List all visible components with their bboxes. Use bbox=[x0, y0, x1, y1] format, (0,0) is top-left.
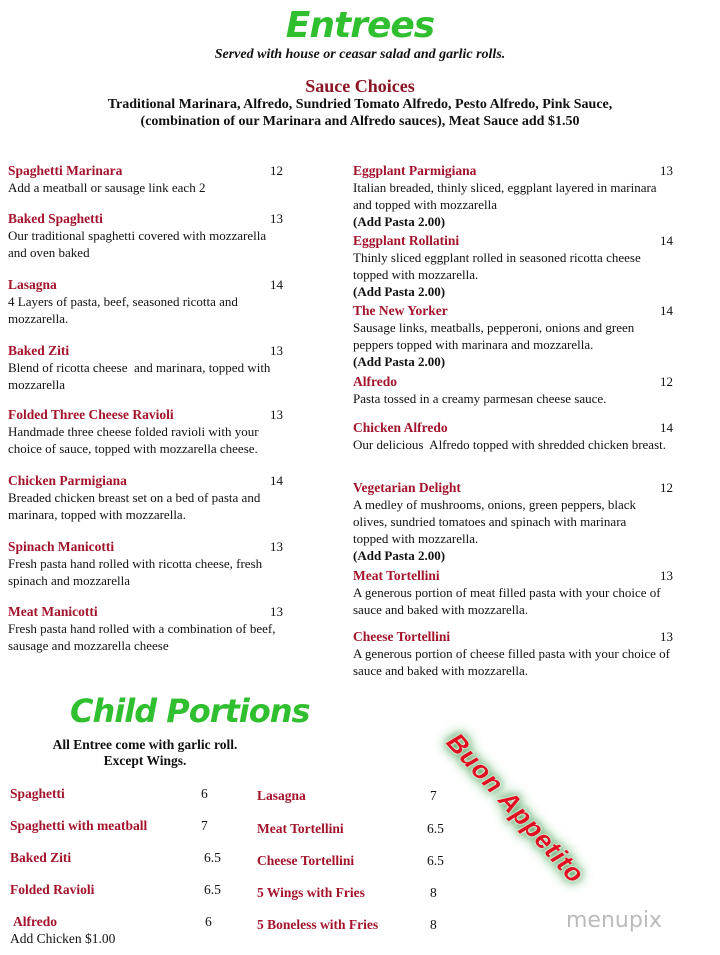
item-price: 13 bbox=[660, 568, 673, 583]
menu-item bbox=[353, 567, 713, 618]
item-extra: (Add Pasta 2.00) bbox=[353, 284, 446, 299]
item-description: A generous portion of cheese filled pasta with your choice of sauce and baked with mozzarella. bbox=[353, 646, 670, 678]
item-name: Alfredo bbox=[353, 374, 397, 389]
item-description: Handmade three cheese folded ravioli with your choice of sauce, topped with mozzarella cheese. bbox=[8, 424, 259, 456]
entrees-title: Entrees bbox=[285, 5, 435, 46]
item-price: 13 bbox=[660, 629, 673, 644]
child-item-price: 7 bbox=[201, 818, 208, 833]
item-price: 14 bbox=[660, 303, 673, 318]
item-description: Fresh pasta hand rolled with a combination of beef, sausage and mozzarella cheese bbox=[8, 621, 276, 653]
child-item-price: 6.5 bbox=[204, 882, 221, 897]
buon-appetito-logo: Buon Appetito bbox=[440, 726, 592, 890]
item-name: Baked Ziti bbox=[8, 343, 70, 358]
child-item-price: 6.5 bbox=[427, 853, 444, 868]
item-name: Eggplant Rollatini bbox=[353, 233, 460, 248]
child-item-name: Alfredo bbox=[13, 914, 57, 929]
child-item-name: Cheese Tortellini bbox=[257, 853, 355, 868]
sauce-title: Sauce Choices bbox=[305, 76, 415, 96]
menu-item bbox=[353, 302, 713, 370]
item-name: Eggplant Parmigiana bbox=[353, 163, 477, 178]
item-name: Chicken Alfredo bbox=[353, 420, 448, 435]
child-item-name: Folded Ravioli bbox=[10, 882, 95, 897]
child-item-price: 6.5 bbox=[427, 821, 444, 836]
item-name: Folded Three Cheese Ravioli bbox=[8, 407, 174, 422]
watermark: menupix bbox=[566, 908, 662, 933]
item-price: 13 bbox=[270, 604, 283, 619]
item-description: Our traditional spaghetti covered with mozzarella and oven baked bbox=[8, 228, 267, 260]
item-name: Spaghetti Marinara bbox=[8, 163, 123, 178]
child-item-name: 5 Wings with Fries bbox=[257, 885, 365, 900]
item-description: Add a meatball or sausage link each 2 bbox=[8, 180, 206, 195]
menu-item bbox=[353, 628, 713, 679]
item-description: Breaded chicken breast set on a bed of pasta and marinara, topped with mozzarella. bbox=[8, 490, 261, 522]
child-item-name: Spaghetti bbox=[10, 786, 65, 801]
menu-item bbox=[353, 232, 713, 300]
item-name: The New Yorker bbox=[353, 303, 448, 318]
child-portions-title: Child Portions bbox=[70, 692, 310, 730]
child-item-price: 8 bbox=[430, 885, 437, 900]
child-item-price: 6 bbox=[201, 786, 208, 801]
item-price: 14 bbox=[660, 420, 673, 435]
item-name: Spinach Manicotti bbox=[8, 539, 115, 554]
item-description: Blend of ricotta cheese and marinara, topped with mozzarella bbox=[8, 360, 271, 392]
child-item-name: Meat Tortellini bbox=[257, 821, 344, 836]
item-description: Pasta tossed in a creamy parmesan cheese sauce. bbox=[353, 391, 607, 406]
item-description: Thinly sliced eggplant rolled in seasoned ricotta cheese topped with mozzarella. bbox=[353, 250, 641, 282]
sauce-line-2: (combination of our Marinara and Alfredo sauces), Meat Sauce add $1.50 bbox=[140, 114, 580, 129]
item-price: 12 bbox=[270, 163, 283, 178]
item-description: Sausage links, meatballs, pepperoni, onions and green peppers topped with marinara and mozzarella. bbox=[353, 320, 635, 352]
menu-item bbox=[8, 603, 368, 654]
menu-item bbox=[353, 419, 713, 453]
menu-item bbox=[8, 406, 368, 457]
item-extra: (Add Pasta 2.00) bbox=[353, 214, 446, 229]
item-price: 13 bbox=[660, 163, 673, 178]
child-item-name: 5 Boneless with Fries bbox=[257, 917, 379, 932]
sauce-line-1: Traditional Marinara, Alfredo, Sundried Tomato Alfredo, Pesto Alfredo, Pink Sauce, bbox=[107, 97, 613, 112]
item-price: 13 bbox=[270, 539, 283, 554]
item-name: Baked Spaghetti bbox=[8, 211, 103, 226]
item-price: 13 bbox=[270, 407, 283, 422]
item-name: Vegetarian Delight bbox=[353, 480, 461, 495]
item-name: Cheese Tortellini bbox=[353, 629, 451, 644]
item-extra: (Add Pasta 2.00) bbox=[353, 354, 446, 369]
item-description: Our delicious Alfredo topped with shredded chicken breast. bbox=[353, 437, 666, 452]
child-item-name: Lasagna bbox=[257, 788, 306, 803]
menu-item bbox=[353, 162, 713, 230]
item-description: 4 Layers of pasta, beef, seasoned ricotta and mozzarella. bbox=[8, 294, 238, 326]
child-item-name: Spaghetti with meatball bbox=[10, 818, 148, 833]
child-note-2: Except Wings. bbox=[103, 753, 187, 768]
item-description: A generous portion of meat filled pasta with your choice of sauce and baked with mozzarella. bbox=[353, 585, 661, 617]
menu-item bbox=[353, 479, 713, 564]
menu-item bbox=[353, 373, 713, 407]
child-item-price: 7 bbox=[430, 788, 437, 803]
child-item-name: Baked Ziti bbox=[10, 850, 72, 865]
item-price: 12 bbox=[660, 480, 673, 495]
item-name: Meat Manicotti bbox=[8, 604, 98, 619]
menu-item bbox=[8, 342, 368, 393]
item-description: Italian breaded, thinly sliced, eggplant layered in marinara and topped with mozzarella bbox=[353, 180, 657, 212]
item-price: 13 bbox=[270, 343, 283, 358]
item-name: Lasagna bbox=[8, 277, 57, 292]
menu-item bbox=[8, 210, 368, 261]
entrees-subtitle: Served with house or ceasar salad and garlic rolls. bbox=[214, 47, 506, 62]
menu-item bbox=[8, 538, 368, 589]
item-name: Chicken Parmigiana bbox=[8, 473, 127, 488]
menu-item bbox=[8, 472, 368, 523]
item-price: 14 bbox=[270, 473, 283, 488]
item-name: Meat Tortellini bbox=[353, 568, 440, 583]
child-item-price: 6 bbox=[205, 914, 212, 929]
item-extra: (Add Pasta 2.00) bbox=[353, 548, 446, 563]
item-description: A medley of mushrooms, onions, green peppers, black olives, sundried tomatoes and spinach with marinara topped with mozzarella. bbox=[353, 497, 637, 546]
child-item-price: 8 bbox=[430, 917, 437, 932]
item-price: 12 bbox=[660, 374, 673, 389]
child-item-description: Add Chicken $1.00 bbox=[10, 931, 116, 946]
item-description: Fresh pasta hand rolled with ricotta cheese, fresh spinach and mozzarella bbox=[8, 556, 263, 588]
item-price: 14 bbox=[270, 277, 283, 292]
child-note-1: All Entree come with garlic roll. bbox=[52, 737, 238, 752]
item-price: 14 bbox=[660, 233, 673, 248]
child-item-price: 6.5 bbox=[204, 850, 221, 865]
menu-item bbox=[8, 162, 368, 196]
menu-item bbox=[8, 276, 368, 327]
item-price: 13 bbox=[270, 211, 283, 226]
